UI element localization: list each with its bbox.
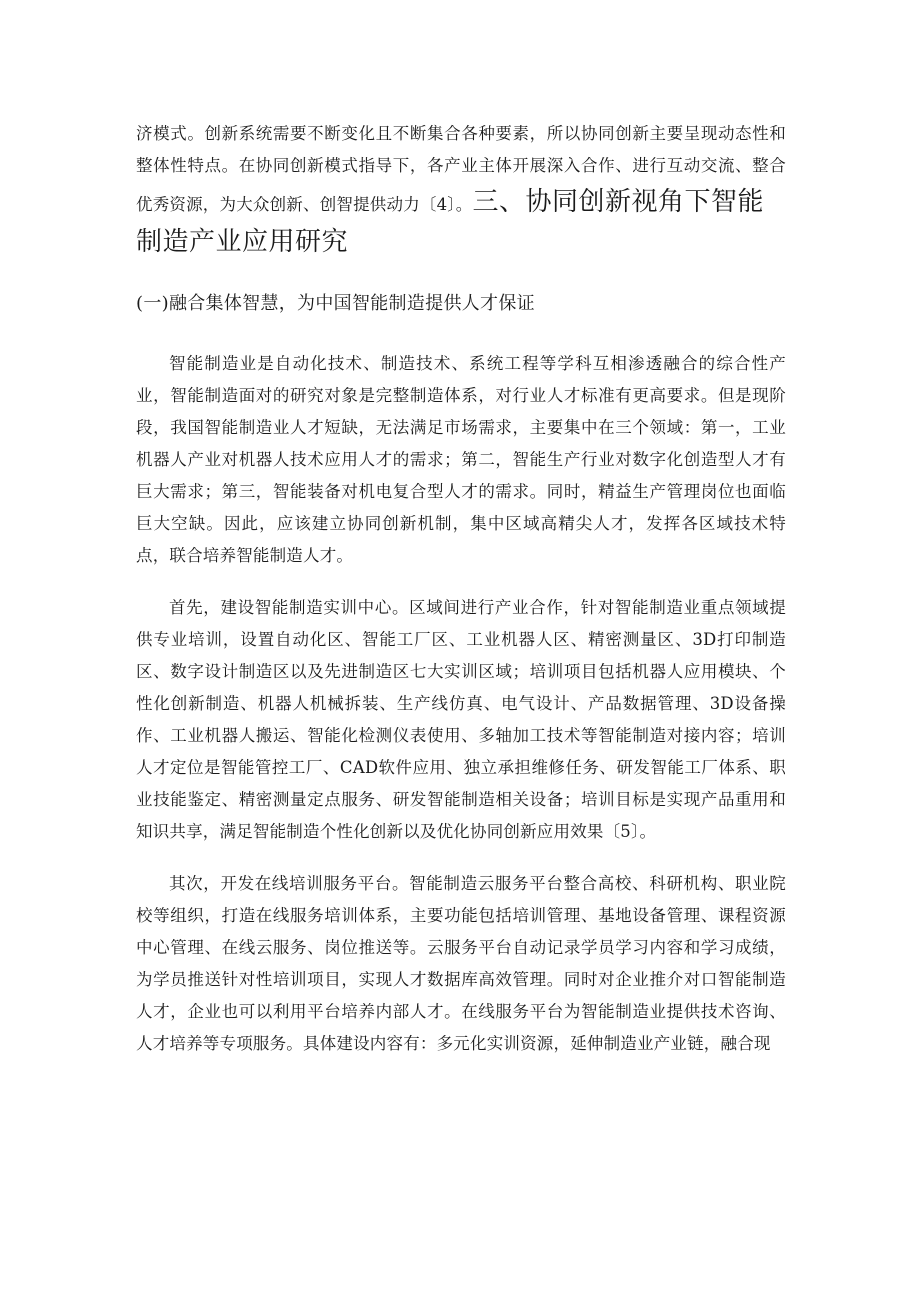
- subsection-title: (一)融合集体智慧，为中国智能制造提供人才保证: [136, 293, 535, 314]
- section-title-part2: 制造产业应用研究: [136, 227, 349, 257]
- body-paragraph-3: 其次，开发在线培训服务平台。智能制造云服务平台整合高校、科研机构、职业院校等组织，打造在线服务培训体系，主要功能包括培训管理、基地设备管理、课程资源中心管理、在线云服务、岗位推送等。云服务平台自动记录学员学习内容和学习成绩，为学员推送针对性培训项目，实现人才数据库高效管理。同时对企业推介对口智能制造人才，企业也可以利用平台培养内部人才。在线服务平台为智能制造业提供技术咨询、人才培养等专项服务。具体建设内容有：多元化实训资源，延伸制造业产业链，融合现: [136, 874, 786, 1053]
- body-paragraph-2: 首先，建设智能制造实训中心。区域间进行产业合作，针对智能制造业重点领域提供专业培训，设置自动化区、智能工厂区、工业机器人区、精密测量区、3D打印制造区、数字设计制造区以及先进制造区七大实训区域；培训项目包括机器人应用模块、个性化创新制造、机器人机械拆装、生产线仿真、电气设计、产品数据管理、3D设备操作、工业机器人搬运、智能化检测仪表使用、多轴加工技术等智能制造对接内容；培训人才定位是智能管控工厂、CAD软件应用、独立承担维修任务、研发智能工厂体系、职业技能鉴定、精密测量定点服务、研发智能制造相关设备；培训目标是实现产品重用和知识共享，满足智能制造个性化创新以及优化协同创新应用效果〔5〕。: [136, 598, 786, 841]
- intro-text: 济模式。创新系统需要不断变化且不断集合各种要素，所以协同创新主要呈现动态性和整体性特点。在协同创新模式指导下，各产业主体开展深入合作、进行互动交流、整合优秀资源，为大众创新、创智提供动力〔4〕。: [136, 124, 786, 214]
- intro-paragraph: [136, 118, 786, 222]
- document-page: [136, 118, 786, 1060]
- body-paragraph-1: 智能制造业是自动化技术、制造技术、系统工程等学科互相渗透融合的综合性产业，智能制造面对的研究对象是完整制造体系，对行业人才标准有更高要求。但是现阶段，我国智能制造业人才短缺，无法满足市场需求，主要集中在三个领域：第一，工业机器人产业对机器人技术应用人才的需求；第二，智能生产行业对数字化创造型人才有巨大需求；第三，智能装备对机电复合型人才的需求。同时，精益生产管理岗位也面临巨大空缺。因此，应该建立协同创新机制，集中区域高精尖人才，发挥各区域技术特点，联合培养智能制造人才。: [136, 354, 786, 565]
- section-title-part1: 三、协同创新视角下智能: [472, 187, 764, 217]
